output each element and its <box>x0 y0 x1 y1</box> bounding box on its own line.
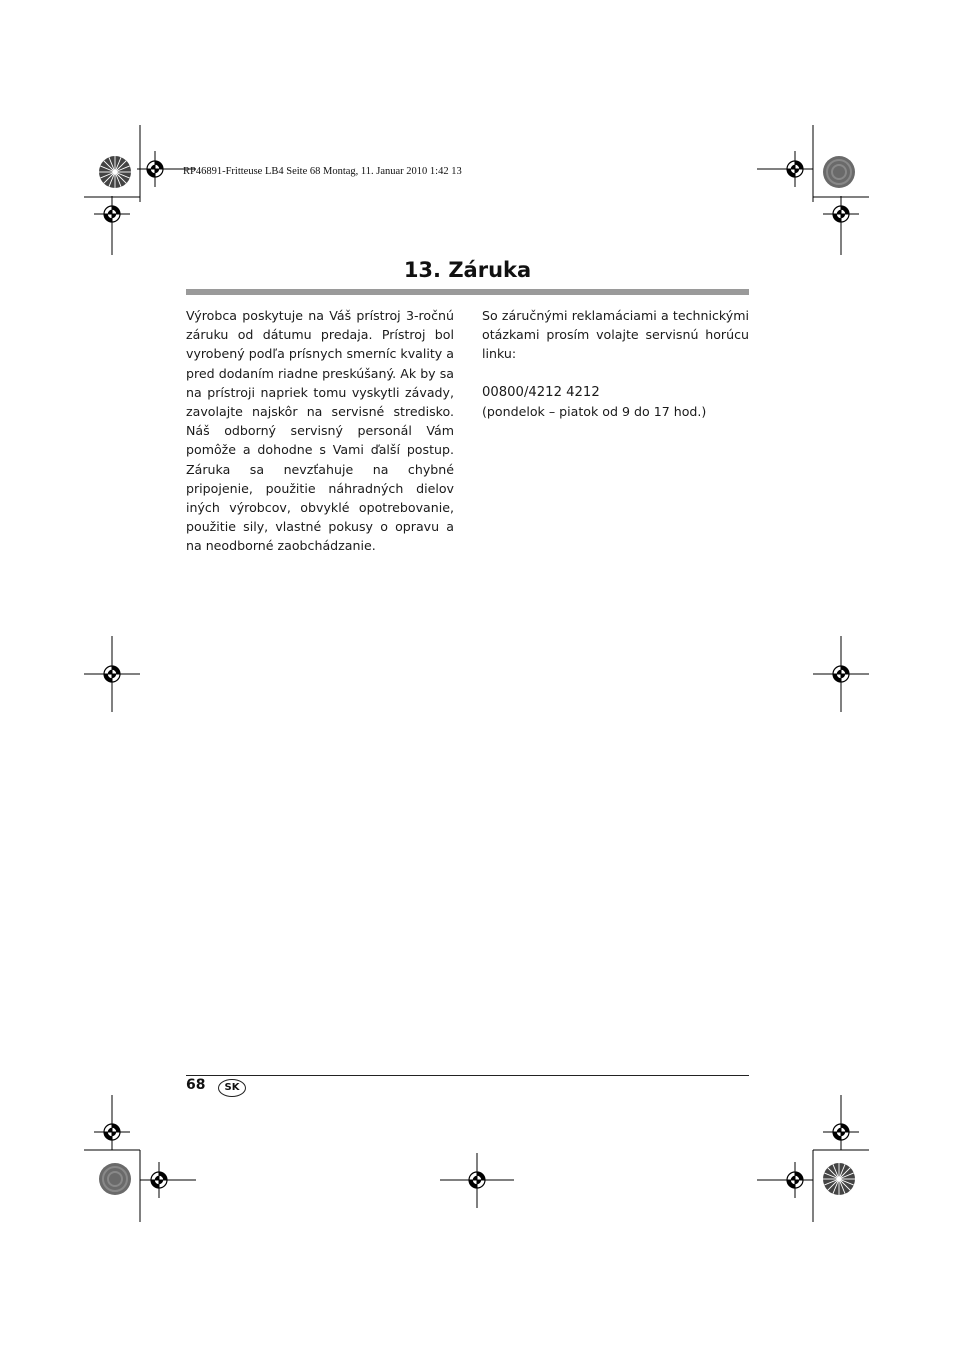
registration-mark-icon <box>459 1162 495 1198</box>
color-target-icon <box>823 156 855 188</box>
registration-mark-icon <box>777 1162 813 1198</box>
color-target-icon <box>99 1163 131 1195</box>
hotline-hours: (pondelok – piatok od 9 do 17 hod.) <box>482 404 707 419</box>
heading-divider <box>186 289 749 295</box>
language-badge: SK <box>218 1079 246 1097</box>
registration-mark-icon <box>94 1114 130 1150</box>
registration-mark-icon <box>94 656 130 692</box>
warranty-paragraph: Výrobca poskytuje na Váš prístroj 3-ročnú záruku od dátumu predaja. Prístroj bol vyrobený podľa prísnych smerníc kvality a pred dodaním riadne preskúšaný. Ak by sa na prístroji napriek tomu vyskytli závady, zavolajte najskôr na servisné stredisko. Náš odborný servisný personál Vám pomôže a dohodne s Vami ďalší postup. Záruka sa nevzťahuje na chybné pripojenie, použitie náhradných dielov iných výrobcov, obvyklé opotrebovanie, použitie sily, vlastné pokusy o opravu a na neodborné zaobchádzanie. <box>186 308 454 554</box>
registration-mark-icon <box>137 151 173 187</box>
left-column <box>186 306 454 556</box>
registration-mark-icon <box>94 196 130 232</box>
registration-mark-icon <box>823 196 859 232</box>
color-target-icon <box>823 1163 855 1195</box>
print-slug: RP46891-Fritteuse LB4 Seite 68 Montag, 11. Januar 2010 1:42 13 <box>183 166 462 177</box>
footer-divider <box>186 1075 749 1076</box>
registration-mark-icon <box>823 656 859 692</box>
right-column <box>482 306 749 421</box>
registration-mark-icon <box>777 151 813 187</box>
registration-mark-icon <box>141 1162 177 1198</box>
page-title: 13. Záruka <box>403 258 532 282</box>
color-target-icon <box>99 156 131 188</box>
page-number: 68 <box>186 1077 206 1093</box>
spacer <box>482 364 749 383</box>
hotline-number: 00800/4212 4212 <box>482 384 600 400</box>
registration-mark-icon <box>823 1114 859 1150</box>
hotline-intro: So záručnými reklamáciami a technickými otázkami prosím volajte servisnú horúcu linku: <box>482 308 749 362</box>
